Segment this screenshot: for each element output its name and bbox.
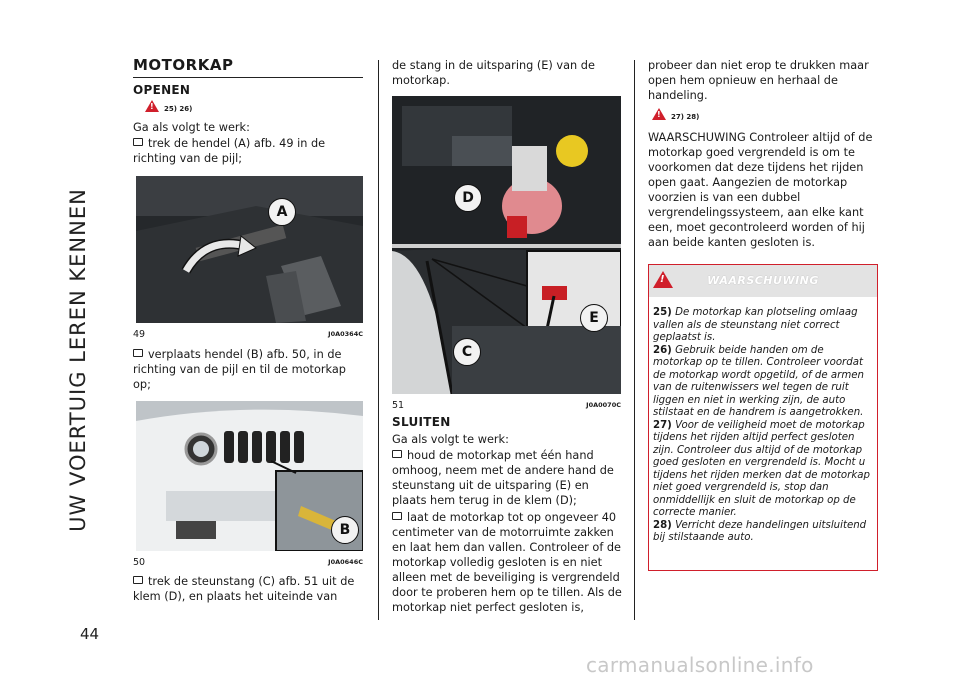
step-text: trek de hendel (A) afb. 49 in de richting van de pijl; bbox=[133, 137, 326, 165]
callout-a: A bbox=[268, 198, 296, 226]
warning-box-body bbox=[649, 297, 877, 545]
warning-ref: ! 27) 28) bbox=[652, 108, 699, 125]
side-section-title: UW VOERTUIG LEREN KENNEN bbox=[66, 188, 90, 532]
figure-51 bbox=[392, 96, 621, 394]
warning-item: 28) Verricht deze handelingen uitsluitend bij stilstaande auto. bbox=[653, 519, 867, 543]
intro-text: Ga als volgt te werk: bbox=[133, 121, 250, 134]
intro-text: Ga als volgt te werk: bbox=[392, 433, 509, 446]
page-number: 44 bbox=[80, 625, 100, 643]
car-front-image bbox=[136, 401, 363, 551]
warning-triangle-icon: ! bbox=[145, 100, 159, 112]
step-text: trek de steunstang (C) afb. 51 uit de klem (D), en plaats het uiteinde van bbox=[133, 575, 355, 603]
warning-box-header bbox=[649, 265, 877, 297]
warning-box-title: WAARSCHUWING bbox=[707, 274, 819, 287]
callout-b: B bbox=[331, 516, 359, 544]
pedal-area-image bbox=[136, 176, 363, 323]
continued-text: de stang in de uitsparing (E) van de motorkap. bbox=[392, 59, 595, 87]
continued-text: probeer dan niet erop te drukken maar open hem opnieuw en herhaal de handeling. bbox=[648, 59, 869, 102]
figure-49-caption: 49 J0A0364C bbox=[133, 329, 363, 340]
step-text: houd de motorkap met één hand omhoog, neem met de andere hand de steunstang uit de uitsparing (E) en plaats hem terug in de klem (D); bbox=[392, 449, 614, 507]
subheading-sluiten: SLUITEN bbox=[392, 415, 451, 429]
subheading-openen: OPENEN bbox=[133, 83, 191, 97]
figure-51-caption: 51 J0A0070C bbox=[392, 400, 621, 411]
bullet-icon bbox=[392, 512, 402, 520]
figure-50-caption: 50 J0A0646C bbox=[133, 557, 363, 568]
bullet-icon bbox=[392, 450, 402, 458]
step-text: laat de motorkap tot op ongeveer 40 centimeter van de motorruimte zakken en laat hem dan vallen. Controleer of de motorkap volledig gesloten is en niet alleen met de beveiliging is vergrendeld door te proberen hem op te tillen. Als de motorkap niet perfect gesloten is, bbox=[392, 511, 622, 614]
bullet-icon bbox=[133, 576, 143, 584]
warning-item: 27) Voor de veiligheid moet de motorkap tijdens het rijden altijd perfect gesloten zijn. Controleer dus altijd of de motorkap goed gesloten en vergrendeld is. Mocht u tijdens het rijden merken dat de motorkap niet goed vergrendeld is, stop dan onmiddellijk en sluit de motorkap op de correcte manier. bbox=[653, 419, 870, 518]
bullet-icon bbox=[133, 349, 143, 357]
callout-e: E bbox=[580, 304, 608, 332]
bullet-icon bbox=[133, 138, 143, 146]
step-text: verplaats hendel (B) afb. 50, in de richting van de pijl en til de motorkap op; bbox=[133, 348, 346, 391]
warning-triangle-icon: ! bbox=[653, 271, 673, 288]
figure-49 bbox=[136, 176, 363, 323]
warning-item: 26) Gebruik beide handen om de motorkap op te tillen. Controleer voordat de motorkap wordt opgetild, of de armen van de ruitenwissers wel tegen de ruit liggen en niet in werking zijn, de auto stilstaat en de handrem is aangetrokken. bbox=[653, 344, 864, 418]
warning-box bbox=[648, 264, 878, 571]
figure-50 bbox=[136, 401, 363, 551]
warning-item: 25) De motorkap kan plotseling omlaag vallen als de steunstang niet correct geplaatst is. bbox=[653, 307, 858, 343]
warning-ref: ! 25) 26) bbox=[145, 100, 192, 117]
page-heading: MOTORKAP bbox=[133, 56, 363, 78]
column-divider bbox=[378, 60, 379, 620]
engine-bay-image bbox=[392, 96, 621, 394]
callout-c: C bbox=[453, 338, 481, 366]
callout-d: D bbox=[454, 184, 482, 212]
warning-triangle-icon: ! bbox=[652, 108, 666, 120]
column-divider bbox=[634, 60, 635, 620]
warning-paragraph: WAARSCHUWING Controleer altijd of de motorkap goed vergrendeld is om te voorkomen dat deze tijdens het rijden open gaat. Aangezien de motorkap voorzien is van een dubbel vergrendelingssysteem, aan elke kant een, moet gecontroleerd worden of hij aan beide kanten gesloten is. bbox=[648, 131, 873, 249]
footer-watermark: carmanualsonline.info bbox=[586, 653, 814, 677]
